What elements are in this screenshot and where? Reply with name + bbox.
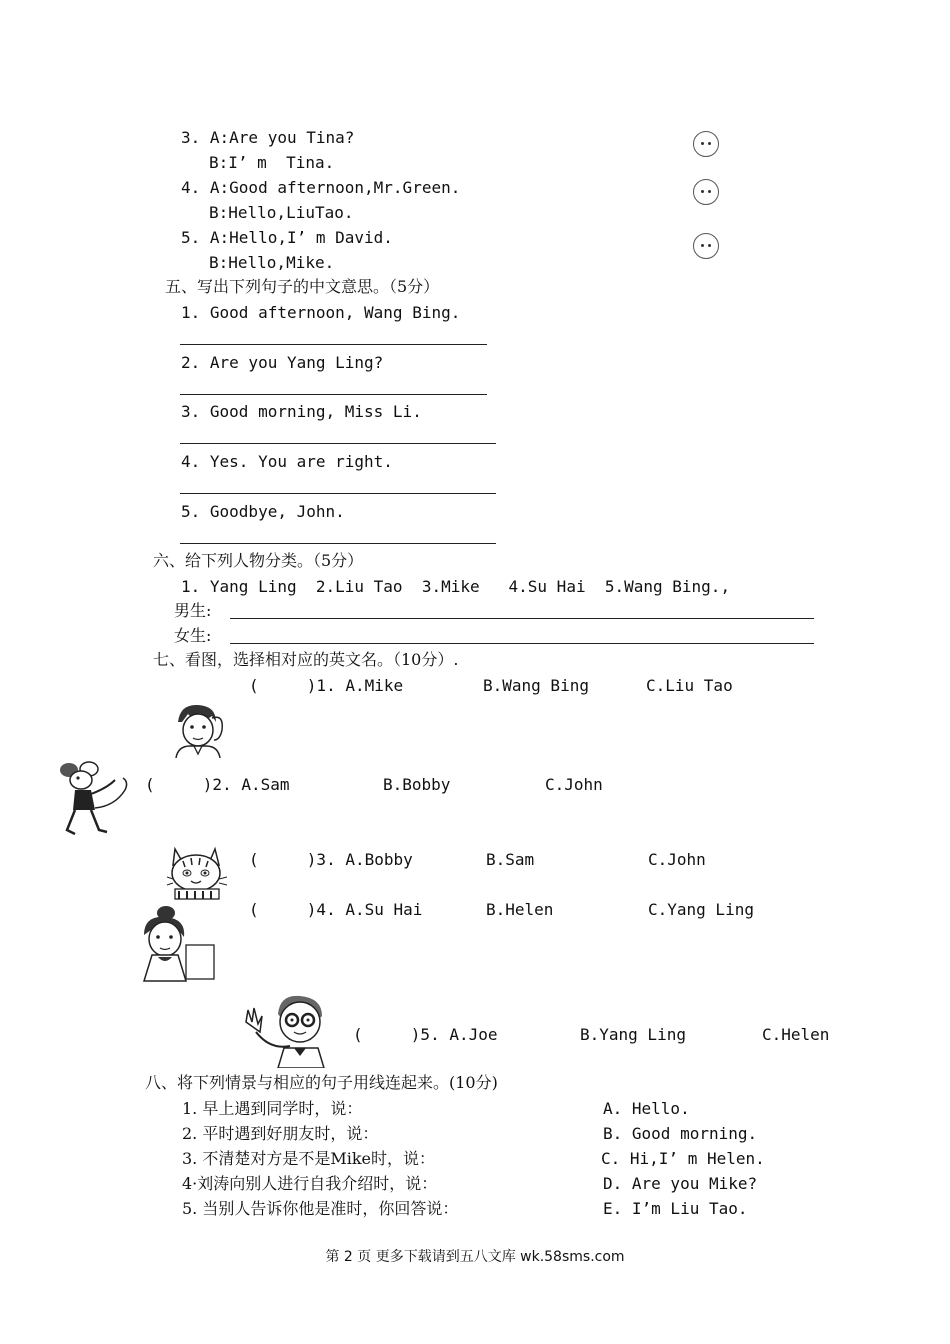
s8-left-4[interactable]: 4·刘涛向别人进行自我介绍时，说： — [182, 1174, 438, 1193]
s8-right-e[interactable]: E. I’m Liu Tao. — [603, 1199, 748, 1218]
q1-option-b: B.Wang Bing — [483, 676, 589, 695]
girl-character-icon — [136, 905, 218, 983]
answer-line[interactable] — [180, 443, 496, 444]
q1-option-c: C.Liu Tao — [646, 676, 733, 695]
dialog-4-a: 4. A:Good afternoon,Mr.Green. — [181, 178, 461, 197]
cat-character-icon — [165, 843, 237, 901]
q2-bracket-a[interactable]: ( )2. A.Sam — [145, 775, 290, 794]
q5-option-c: C.Helen — [762, 1025, 830, 1044]
dialog-4-b: B:Hello,LiuTao. — [209, 203, 354, 222]
answer-line[interactable] — [180, 543, 496, 544]
boys-answer-line[interactable] — [230, 618, 814, 619]
s6-names: 1. Yang Ling 2.Liu Tao 3.Mike 4.Su Hai 5.Wang Bing., — [181, 577, 731, 596]
girl-with-glasses-waving-icon — [234, 992, 344, 1068]
boys-label: 男生: — [174, 601, 212, 620]
s8-right-a[interactable]: A. Hello. — [603, 1099, 690, 1118]
s5-item-4: 4. Yes. You are right. — [181, 452, 393, 471]
answer-line[interactable] — [180, 394, 487, 395]
s8-left-2[interactable]: 2. 平时遇到好朋友时，说： — [182, 1124, 379, 1143]
q2-option-c: C.John — [545, 775, 603, 794]
boy-portrait-icon — [168, 700, 228, 758]
dialog-5-b: B:Hello,Mike. — [209, 253, 335, 272]
q3-option-c: C.John — [648, 850, 706, 869]
face-circle-icon[interactable] — [693, 179, 719, 205]
q5-option-b: B.Yang Ling — [580, 1025, 686, 1044]
page-footer: 第 2 页 更多下载请到五八文库 wk.58sms.com — [325, 1249, 625, 1265]
s8-left-5[interactable]: 5. 当别人告诉你他是准时，你回答说： — [182, 1199, 459, 1218]
s8-right-c[interactable]: C. Hi,I’ m Helen. — [601, 1149, 765, 1168]
section-8-title: 八、将下列情景与相应的句子用线连起来。(10分) — [145, 1073, 498, 1092]
answer-line[interactable] — [180, 344, 487, 345]
dialog-3-b: B:I’ m Tina. — [209, 153, 335, 172]
q4-bracket-a[interactable]: ( )4. A.Su Hai — [249, 900, 423, 919]
s5-item-1: 1. Good afternoon, Wang Bing. — [181, 303, 461, 322]
girls-answer-line[interactable] — [230, 643, 814, 644]
q5-bracket-a[interactable]: ( )5. A.Joe — [353, 1025, 498, 1044]
q3-bracket-a[interactable]: ( )3. A.Bobby — [249, 850, 413, 869]
q3-option-b: B.Sam — [486, 850, 535, 869]
s8-right-b[interactable]: B. Good morning. — [603, 1124, 758, 1143]
s8-left-1[interactable]: 1. 早上遇到同学时，说： — [182, 1099, 363, 1118]
s5-item-3: 3. Good morning, Miss Li. — [181, 402, 422, 421]
section-6-title: 六、给下列人物分类。（5分） — [153, 551, 364, 570]
answer-line[interactable] — [180, 493, 496, 494]
face-circle-icon[interactable] — [693, 131, 719, 157]
dialog-3-a: 3. A:Are you Tina? — [181, 128, 355, 147]
section-7-title: 七、看图，选择相对应的英文名。（10分）. — [153, 650, 459, 669]
q2-option-b: B.Bobby — [383, 775, 451, 794]
s8-right-d[interactable]: D. Are you Mike? — [603, 1174, 758, 1193]
section-5-title: 五、写出下列句子的中文意思。（5分） — [165, 277, 440, 296]
s8-left-3[interactable]: 3. 不清楚对方是不是Mike时，说： — [182, 1149, 436, 1168]
q4-option-c: C.Yang Ling — [648, 900, 754, 919]
mouse-character-icon — [55, 760, 135, 838]
q4-option-b: B.Helen — [486, 900, 554, 919]
girls-label: 女生: — [174, 626, 212, 645]
q1-bracket-a[interactable]: ( )1. A.Mike — [249, 676, 404, 695]
dialog-5-a: 5. A:Hello,I’ m David. — [181, 228, 393, 247]
face-circle-icon[interactable] — [693, 233, 719, 259]
s5-item-5: 5. Goodbye, John. — [181, 502, 345, 521]
s5-item-2: 2. Are you Yang Ling? — [181, 353, 384, 372]
